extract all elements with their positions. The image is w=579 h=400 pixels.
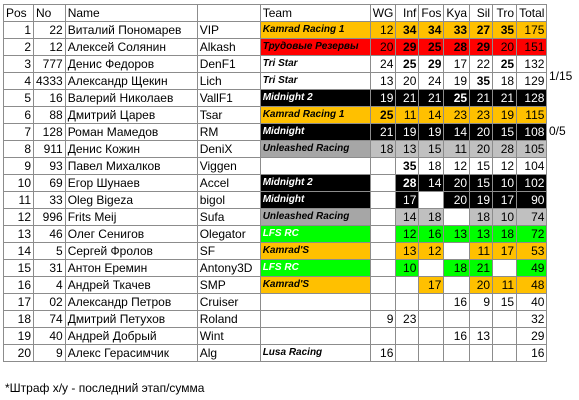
table-row	[4, 243, 547, 260]
score-cell: 18	[493, 73, 517, 90]
pos-cell: 13	[4, 226, 34, 243]
score-cell: 14	[396, 209, 419, 226]
score-cell	[396, 277, 419, 294]
total-cell: 49	[517, 260, 547, 277]
score-cell: 19	[444, 73, 470, 90]
pos-cell: 15	[4, 260, 34, 277]
number-cell: 911	[34, 141, 66, 158]
nickname-cell: Antony3D	[197, 260, 260, 277]
nickname-cell: bigol	[197, 192, 260, 209]
team-cell: Kamrad Racing 1	[260, 22, 370, 39]
pos-cell: 1	[4, 22, 34, 39]
driver-name-cell: Дмитрий Царев	[65, 107, 197, 124]
team-cell: Kamrad'S	[260, 277, 370, 294]
team-cell: Unleashed Racing	[260, 141, 370, 158]
pos-cell: 6	[4, 107, 34, 124]
total-cell: 16	[517, 345, 547, 362]
number-cell: 996	[34, 209, 66, 226]
driver-name-cell: Виталий Пономарев	[65, 22, 197, 39]
total-cell: 102	[517, 175, 547, 192]
score-cell	[493, 345, 517, 362]
nickname-cell: DeniX	[197, 141, 260, 158]
score-cell: 24	[370, 56, 396, 73]
total-cell: 48	[517, 277, 547, 294]
score-cell	[370, 328, 396, 345]
score-cell	[444, 243, 470, 260]
pos-cell: 20	[4, 345, 34, 362]
nickname-cell: VallF1	[197, 90, 260, 107]
driver-name-cell: Андрей Добрый	[65, 328, 197, 345]
score-cell: 29	[470, 39, 493, 56]
pos-cell: 8	[4, 141, 34, 158]
score-cell	[493, 328, 517, 345]
total-cell: 128	[517, 90, 547, 107]
score-cell: 19	[419, 124, 444, 141]
pos-cell: 12	[4, 209, 34, 226]
nickname-cell: Tsar	[197, 107, 260, 124]
score-cell: 20	[470, 277, 493, 294]
score-cell	[419, 192, 444, 209]
header-sil: Sil	[470, 5, 493, 22]
driver-name-cell: Павел Михалков	[65, 158, 197, 175]
nickname-cell: Alg	[197, 345, 260, 362]
number-cell: 93	[34, 158, 66, 175]
score-cell: 19	[470, 192, 493, 209]
header-pos: Pos	[4, 5, 34, 22]
team-cell: Midnight 2	[260, 175, 370, 192]
header-row	[4, 5, 547, 22]
table-row	[4, 56, 547, 73]
score-cell	[370, 243, 396, 260]
score-cell: 25	[370, 107, 396, 124]
score-cell	[396, 294, 419, 311]
total-cell: 175	[517, 22, 547, 39]
nickname-cell: Accel	[197, 175, 260, 192]
score-cell: 24	[419, 73, 444, 90]
table-row	[4, 192, 547, 209]
nickname-cell: SMP	[197, 277, 260, 294]
pos-cell: 18	[4, 311, 34, 328]
team-cell: LFS RC	[260, 260, 370, 277]
table-row	[4, 209, 547, 226]
score-cell: 21	[470, 90, 493, 107]
team-cell: LFS RC	[260, 226, 370, 243]
driver-name-cell: Андрей Ткачев	[65, 277, 197, 294]
header-total: Total	[517, 5, 547, 22]
total-cell: 40	[517, 294, 547, 311]
score-cell: 12	[444, 158, 470, 175]
score-cell: 13	[396, 243, 419, 260]
pos-cell: 17	[4, 294, 34, 311]
score-cell	[370, 192, 396, 209]
team-cell: Lusa Racing	[260, 345, 370, 362]
score-cell: 9	[470, 294, 493, 311]
table-row	[4, 39, 547, 56]
header-kya: Kya	[444, 5, 470, 22]
standings-table	[3, 4, 547, 362]
table-row	[4, 345, 547, 362]
pos-cell: 16	[4, 277, 34, 294]
driver-name-cell: Александр Щекин	[65, 73, 197, 90]
header-tro: Tro	[493, 5, 517, 22]
score-cell: 13	[470, 328, 493, 345]
score-cell: 35	[470, 73, 493, 90]
table-row	[4, 141, 547, 158]
score-cell: 12	[370, 22, 396, 39]
team-cell	[260, 158, 370, 175]
team-cell	[260, 311, 370, 328]
number-cell: 128	[34, 124, 66, 141]
score-cell: 11	[444, 141, 470, 158]
team-cell: Midnight	[260, 192, 370, 209]
total-cell: 105	[517, 141, 547, 158]
score-cell: 35	[396, 158, 419, 175]
score-cell	[419, 328, 444, 345]
score-cell: 20	[444, 175, 470, 192]
score-cell	[396, 345, 419, 362]
score-cell: 11	[493, 277, 517, 294]
score-cell	[370, 209, 396, 226]
nickname-cell: Olegator	[197, 226, 260, 243]
driver-name-cell: Олег Сенигов	[65, 226, 197, 243]
score-cell: 23	[396, 311, 419, 328]
score-cell: 22	[470, 56, 493, 73]
driver-name-cell: Алекс Герасимчик	[65, 345, 197, 362]
driver-name-cell: Денис Кожин	[65, 141, 197, 158]
score-cell: 29	[396, 39, 419, 56]
number-cell: 31	[34, 260, 66, 277]
score-cell: 21	[419, 90, 444, 107]
driver-name-cell: Алексей Солянин	[65, 39, 197, 56]
number-cell: 4	[34, 277, 66, 294]
driver-name-cell: Сергей Фролов	[65, 243, 197, 260]
total-cell: 29	[517, 328, 547, 345]
score-cell: 14	[419, 175, 444, 192]
pos-cell: 3	[4, 56, 34, 73]
team-cell: Kamrad'S	[260, 243, 370, 260]
header-fos: Fos	[419, 5, 444, 22]
score-cell: 14	[444, 124, 470, 141]
score-cell: 25	[396, 56, 419, 73]
table-row	[4, 124, 547, 141]
score-cell	[444, 277, 470, 294]
header-inf: Inf	[396, 5, 419, 22]
nickname-cell: Alkash	[197, 39, 260, 56]
score-cell: 21	[396, 90, 419, 107]
score-cell: 35	[493, 22, 517, 39]
score-cell: 28	[396, 175, 419, 192]
table-row	[4, 277, 547, 294]
number-cell: 46	[34, 226, 66, 243]
score-cell: 12	[493, 158, 517, 175]
score-cell: 17	[396, 192, 419, 209]
number-cell: 4333	[34, 73, 66, 90]
score-cell: 21	[470, 260, 493, 277]
total-cell: 151	[517, 39, 547, 56]
score-cell: 19	[370, 90, 396, 107]
score-cell: 19	[493, 107, 517, 124]
score-cell: 10	[396, 260, 419, 277]
nickname-cell: Cruiser	[197, 294, 260, 311]
number-cell: 69	[34, 175, 66, 192]
score-cell: 18	[493, 226, 517, 243]
table-row	[4, 107, 547, 124]
pos-cell: 14	[4, 243, 34, 260]
nickname-cell: Wint	[197, 328, 260, 345]
header-no: No	[34, 5, 66, 22]
score-cell: 21	[370, 124, 396, 141]
score-cell: 20	[444, 192, 470, 209]
nickname-cell: VIP	[197, 22, 260, 39]
pos-cell: 7	[4, 124, 34, 141]
pos-cell: 2	[4, 39, 34, 56]
score-cell: 18	[419, 209, 444, 226]
score-cell	[370, 226, 396, 243]
score-cell: 12	[419, 243, 444, 260]
table-row	[4, 175, 547, 192]
team-cell: Midnight 2	[260, 90, 370, 107]
score-cell: 19	[396, 124, 419, 141]
pos-cell: 5	[4, 90, 34, 107]
table-row	[4, 328, 547, 345]
number-cell: 9	[34, 345, 66, 362]
nickname-cell: RM	[197, 124, 260, 141]
score-cell: 15	[419, 141, 444, 158]
score-cell: 25	[419, 39, 444, 56]
total-cell: 72	[517, 226, 547, 243]
team-cell: Kamrad Racing 1	[260, 107, 370, 124]
team-cell	[260, 328, 370, 345]
total-cell: 90	[517, 192, 547, 209]
score-cell: 20	[396, 73, 419, 90]
nickname-cell: Lich	[197, 73, 260, 90]
score-cell: 17	[493, 243, 517, 260]
score-cell: 13	[470, 226, 493, 243]
driver-name-cell: Александр Петров	[65, 294, 197, 311]
score-cell	[370, 158, 396, 175]
table-row	[4, 73, 547, 90]
number-cell: 74	[34, 311, 66, 328]
score-cell: 20	[470, 124, 493, 141]
score-cell	[419, 294, 444, 311]
score-cell: 20	[370, 39, 396, 56]
team-cell	[260, 294, 370, 311]
driver-name-cell: Роман Мамедов	[65, 124, 197, 141]
table-row	[4, 226, 547, 243]
header-nick	[197, 5, 260, 22]
penalty-footnote: *Штраф х/у - последний этап/сумма	[5, 381, 205, 395]
score-cell	[370, 294, 396, 311]
table-row	[4, 294, 547, 311]
score-cell: 16	[370, 345, 396, 362]
number-cell: 12	[34, 39, 66, 56]
score-cell: 29	[419, 56, 444, 73]
score-cell: 15	[470, 175, 493, 192]
score-cell: 12	[396, 226, 419, 243]
score-cell: 11	[470, 243, 493, 260]
driver-name-cell: Денис Федоров	[65, 56, 197, 73]
driver-name-cell: Антон Еремин	[65, 260, 197, 277]
score-cell: 14	[419, 107, 444, 124]
score-cell: 21	[493, 90, 517, 107]
score-cell: 17	[444, 56, 470, 73]
score-cell	[370, 277, 396, 294]
table-row	[4, 260, 547, 277]
pos-cell: 9	[4, 158, 34, 175]
standings-rows	[4, 22, 547, 362]
score-cell: 23	[444, 107, 470, 124]
score-cell	[444, 345, 470, 362]
total-cell: 74	[517, 209, 547, 226]
pos-cell: 11	[4, 192, 34, 209]
number-cell: 02	[34, 294, 66, 311]
score-cell	[444, 311, 470, 328]
score-cell: 9	[370, 311, 396, 328]
score-cell	[470, 311, 493, 328]
team-cell: Midnight	[260, 124, 370, 141]
number-cell: 777	[34, 56, 66, 73]
score-cell: 18	[444, 260, 470, 277]
driver-name-cell: Егор Шунаев	[65, 175, 197, 192]
number-cell: 88	[34, 107, 66, 124]
score-cell: 16	[444, 294, 470, 311]
nickname-cell: DenF1	[197, 56, 260, 73]
header-name: Name	[65, 5, 197, 22]
team-cell: Unleashed Racing	[260, 209, 370, 226]
total-cell: 115	[517, 107, 547, 124]
table-row	[4, 311, 547, 328]
score-cell	[370, 175, 396, 192]
score-cell: 13	[396, 141, 419, 158]
score-cell: 25	[493, 56, 517, 73]
score-cell: 33	[444, 22, 470, 39]
pos-cell: 10	[4, 175, 34, 192]
header-wg: WG	[370, 5, 396, 22]
number-cell: 40	[34, 328, 66, 345]
total-cell: 104	[517, 158, 547, 175]
number-cell: 33	[34, 192, 66, 209]
nickname-cell: SF	[197, 243, 260, 260]
total-cell: 108	[517, 124, 547, 141]
nickname-cell: Roland	[197, 311, 260, 328]
score-cell: 28	[444, 39, 470, 56]
total-cell: 32	[517, 311, 547, 328]
driver-name-cell: Дмитрий Петухов	[65, 311, 197, 328]
score-cell	[396, 328, 419, 345]
score-cell: 28	[493, 141, 517, 158]
score-cell: 27	[470, 22, 493, 39]
score-cell: 20	[470, 141, 493, 158]
score-cell: 16	[419, 226, 444, 243]
score-cell: 18	[470, 209, 493, 226]
table-row	[4, 158, 547, 175]
score-cell: 16	[444, 328, 470, 345]
score-cell: 34	[396, 22, 419, 39]
total-cell: 53	[517, 243, 547, 260]
score-cell: 17	[419, 277, 444, 294]
driver-name-cell: Frits Meij	[65, 209, 197, 226]
total-cell: 132	[517, 56, 547, 73]
team-cell: Трудовые Резервы	[260, 39, 370, 56]
score-cell: 17	[493, 192, 517, 209]
pos-cell: 4	[4, 73, 34, 90]
table-row	[4, 90, 547, 107]
score-cell: 13	[444, 226, 470, 243]
team-cell: Tri Star	[260, 56, 370, 73]
total-cell: 129	[517, 73, 547, 90]
number-cell: 5	[34, 243, 66, 260]
driver-name-cell: Oleg Bigeza	[65, 192, 197, 209]
table-row	[4, 22, 547, 39]
score-cell: 10	[493, 175, 517, 192]
header-team: Team	[260, 5, 370, 22]
score-cell	[419, 260, 444, 277]
score-cell: 15	[470, 158, 493, 175]
score-cell: 25	[444, 90, 470, 107]
score-cell: 18	[419, 158, 444, 175]
score-cell: 15	[493, 294, 517, 311]
score-cell: 11	[396, 107, 419, 124]
number-cell: 16	[34, 90, 66, 107]
score-cell	[444, 209, 470, 226]
score-cell: 15	[493, 124, 517, 141]
score-cell	[470, 345, 493, 362]
score-cell: 34	[419, 22, 444, 39]
score-cell	[419, 345, 444, 362]
score-cell	[493, 260, 517, 277]
score-cell: 20	[493, 39, 517, 56]
number-cell: 22	[34, 22, 66, 39]
score-cell: 10	[493, 209, 517, 226]
score-cell: 23	[470, 107, 493, 124]
score-cell: 18	[370, 141, 396, 158]
nickname-cell: Sufa	[197, 209, 260, 226]
nickname-cell: Viggen	[197, 158, 260, 175]
penalty-note-2: 0/5	[549, 124, 566, 138]
score-cell	[419, 311, 444, 328]
penalty-note-1: 1/15	[549, 69, 573, 83]
score-cell	[370, 260, 396, 277]
score-cell: 13	[370, 73, 396, 90]
pos-cell: 19	[4, 328, 34, 345]
driver-name-cell: Валерий Николаев	[65, 90, 197, 107]
team-cell: Tri Star	[260, 73, 370, 90]
score-cell	[493, 311, 517, 328]
